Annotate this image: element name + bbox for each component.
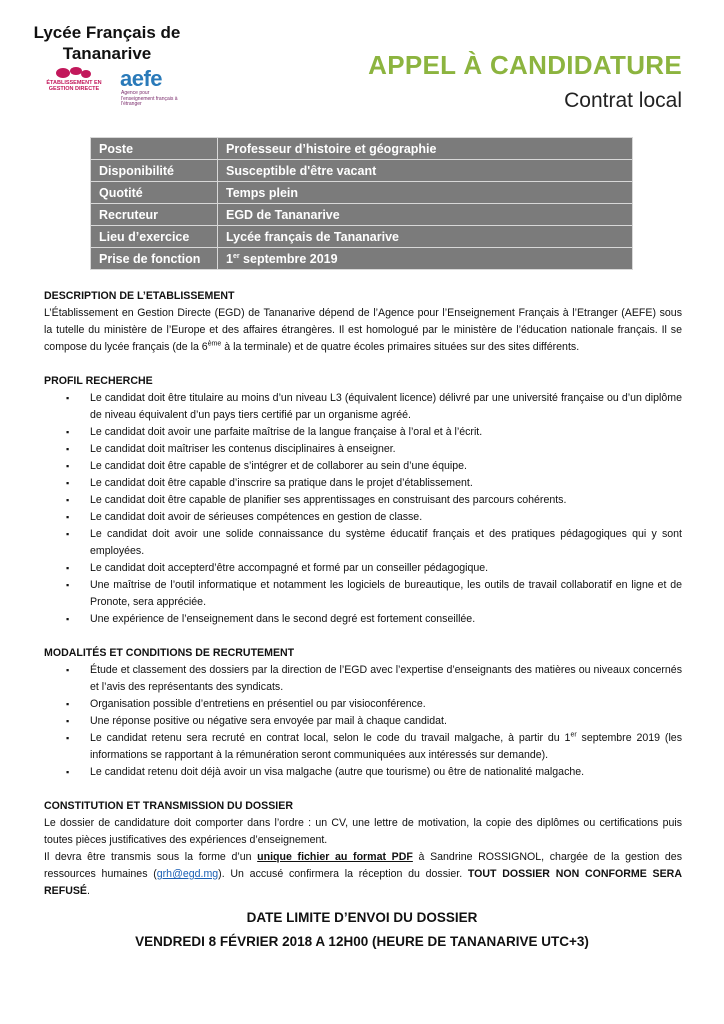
- list-item: ▪ Une réponse positive ou négative sera envoyée par mail à chaque candidat.: [44, 713, 682, 730]
- list-item: ▪ Organisation possible d’entretiens en présentiel ou par visioconférence.: [44, 696, 682, 713]
- aefe-logo: [38, 66, 188, 107]
- aefe-tagline: Agence pour l'enseignement français à l'étranger: [121, 90, 178, 107]
- text-part: septembre 2019 (les informations se rapportant à la rémunération seront communiquées aux intéressés sur demande).: [90, 732, 682, 761]
- text-part: .: [86, 885, 90, 897]
- superscript: er: [232, 252, 240, 260]
- egd-label: ÉTABLISSEMENT EN GESTION DIRECTE: [46, 80, 102, 92]
- text-part: à la terminale) et de quatre écoles primaires situées sur des sites différents.: [221, 341, 580, 353]
- school-name-line2: Tananarive: [62, 44, 152, 63]
- profile-list: [44, 390, 682, 628]
- non-conform-warning: TOUT DOSSIER NON CONFORME SERA REFUSÉ: [44, 868, 682, 897]
- info-value: [218, 248, 633, 270]
- deadline-date: VENDREDI 8 FÉVRIER 2018 A 12H00 (HEURE DE TANANARIVE UTC+3): [135, 934, 589, 949]
- dossier-section: [44, 798, 682, 900]
- section-heading: PROFIL RECHERCHE: [44, 375, 153, 387]
- table-row: [91, 204, 633, 226]
- profile-section: [44, 373, 682, 628]
- info-key: Prise de fonction: [91, 248, 218, 270]
- list-item: ▪ Une maîtrise de l’outil informatique et notamment les logiciels de bureautique, les outils de travail collaboratif en ligne et de Pronote, sera appréciée.: [44, 577, 682, 611]
- info-key: Poste: [91, 138, 218, 160]
- modalities-list: [44, 662, 682, 781]
- document-body: [44, 288, 682, 900]
- table-row: [91, 182, 633, 204]
- info-key: Lieu d’exercice: [91, 226, 218, 248]
- list-item: [44, 730, 682, 764]
- superscript: ème: [207, 340, 222, 348]
- job-info-table: [90, 137, 633, 270]
- list-item: ▪ Le candidat doit avoir de sérieuses compétences en gestion de classe.: [44, 509, 682, 526]
- list-item: ▪ Une expérience de l’enseignement dans le second degré est fortement conseillée.: [44, 611, 682, 628]
- page-title: APPEL À CANDIDATURE: [368, 50, 682, 80]
- list-item: ▪ Le candidat doit être titulaire au moins d’un niveau L3 (équivalent licence) délivré par une université française ou d’un diplôme de niveau équivalent d’un pays tiers certifié par un organisme agréé.: [44, 390, 682, 424]
- list-item: ▪ Le candidat retenu doit déjà avoir un visa malgache (autre que tourisme) ou être de nationalité malgache.: [44, 764, 682, 781]
- text-part: ). Un accusé confirmera la réception du dossier.: [218, 868, 468, 880]
- info-key: Quotité: [91, 182, 218, 204]
- list-item: ▪ Le candidat doit être capable d’inscrire sa pratique dans le projet d’établissement.: [44, 475, 682, 492]
- table-row: [91, 138, 633, 160]
- info-value: Lycée français de Tananarive: [218, 226, 633, 248]
- section-heading: DESCRIPTION DE L’ETABLISSEMENT: [44, 290, 235, 302]
- dossier-text-2: [44, 849, 682, 900]
- table-row: [91, 226, 633, 248]
- list-item: ▪ Le candidat doit être capable de s’intégrer et de collaborer au sein d’une équipe.: [44, 458, 682, 475]
- list-item: ▪ Étude et classement des dossiers par la direction de l’EGD avec l’expertise d’enseignants des matières ou niveaux concernés et l’avis des représentants des syndicats.: [44, 662, 682, 696]
- list-item: ▪ Le candidat doit être capable de planifier ses apprentissages en construisant des parcours cohérents.: [44, 492, 682, 509]
- pdf-format-emphasis: unique fichier au format PDF: [257, 851, 413, 863]
- text-part: à Sandrine ROSSIGNOL, chargée de la gestion des ressources humaines (: [44, 851, 682, 880]
- dossier-text-1: Le dossier de candidature doit comporter dans l’ordre : un CV, une lettre de motivation, la copie des diplômes ou certifications puis toutes pièces justificatives des expériences d’enseignement.: [44, 817, 682, 846]
- description-text: [44, 305, 682, 356]
- section-heading: CONSTITUTION ET TRANSMISSION DU DOSSIER: [44, 800, 293, 812]
- info-value: Temps plein: [218, 182, 633, 204]
- deadline-heading: DATE LIMITE D’ENVOI DU DOSSIER: [246, 910, 478, 925]
- list-item: ▪ Le candidat doit avoir une solide connaissance du système éducatif français et des pratiques pédagogiques qui y sont employées.: [44, 526, 682, 560]
- aefe-wordmark: aefe: [120, 66, 163, 91]
- info-key: Disponibilité: [91, 160, 218, 182]
- info-value-part: septembre 2019: [239, 251, 338, 266]
- list-item: ▪ Le candidat doit accepterd’être accompagné et formé par un conseiller pédagogique.: [44, 560, 682, 577]
- modalities-section: [44, 645, 682, 781]
- text-part: Le candidat retenu sera recruté en contrat local, selon le code du travail malgache, à partir du 1: [90, 732, 571, 744]
- info-value-part: 1: [226, 251, 233, 266]
- info-value: Professeur d’histoire et géographie: [218, 138, 633, 160]
- description-section: [44, 288, 682, 356]
- section-heading: MODALITÉS ET CONDITIONS DE RECRUTEMENT: [44, 647, 295, 659]
- text-part: Il devra être transmis sous la forme d’un: [44, 851, 258, 863]
- text-part: L’Établissement en Gestion Directe (EGD) de Tananarive dépend de l’Agence pour l’Enseignement Français à l’Etranger (AEFE) sous la tutelle du ministère de l’Europe et des affaires étrangères. Il est homologué par le ministère de l’éducation nationale français. Il se compose du lycée français (de la 6: [44, 307, 682, 353]
- table-row: [91, 248, 633, 270]
- world-map-icon: [53, 65, 93, 81]
- hr-email-link[interactable]: grh@egd.mg: [156, 868, 219, 880]
- info-key: Recruteur: [91, 204, 218, 226]
- superscript: er: [570, 731, 577, 739]
- school-name-line1: Lycée Français de: [33, 23, 181, 42]
- table-row: [91, 160, 633, 182]
- list-item: ▪ Le candidat doit maîtriser les contenus disciplinaires à enseigner.: [44, 441, 682, 458]
- list-item: ▪ Le candidat doit avoir une parfaite maîtrise de la langue française à l’oral et à l’écrit.: [44, 424, 682, 441]
- page-subtitle: Contrat local: [564, 89, 682, 112]
- school-name: [22, 22, 192, 64]
- info-value: Susceptible d'être vacant: [218, 160, 633, 182]
- info-value: EGD de Tananarive: [218, 204, 633, 226]
